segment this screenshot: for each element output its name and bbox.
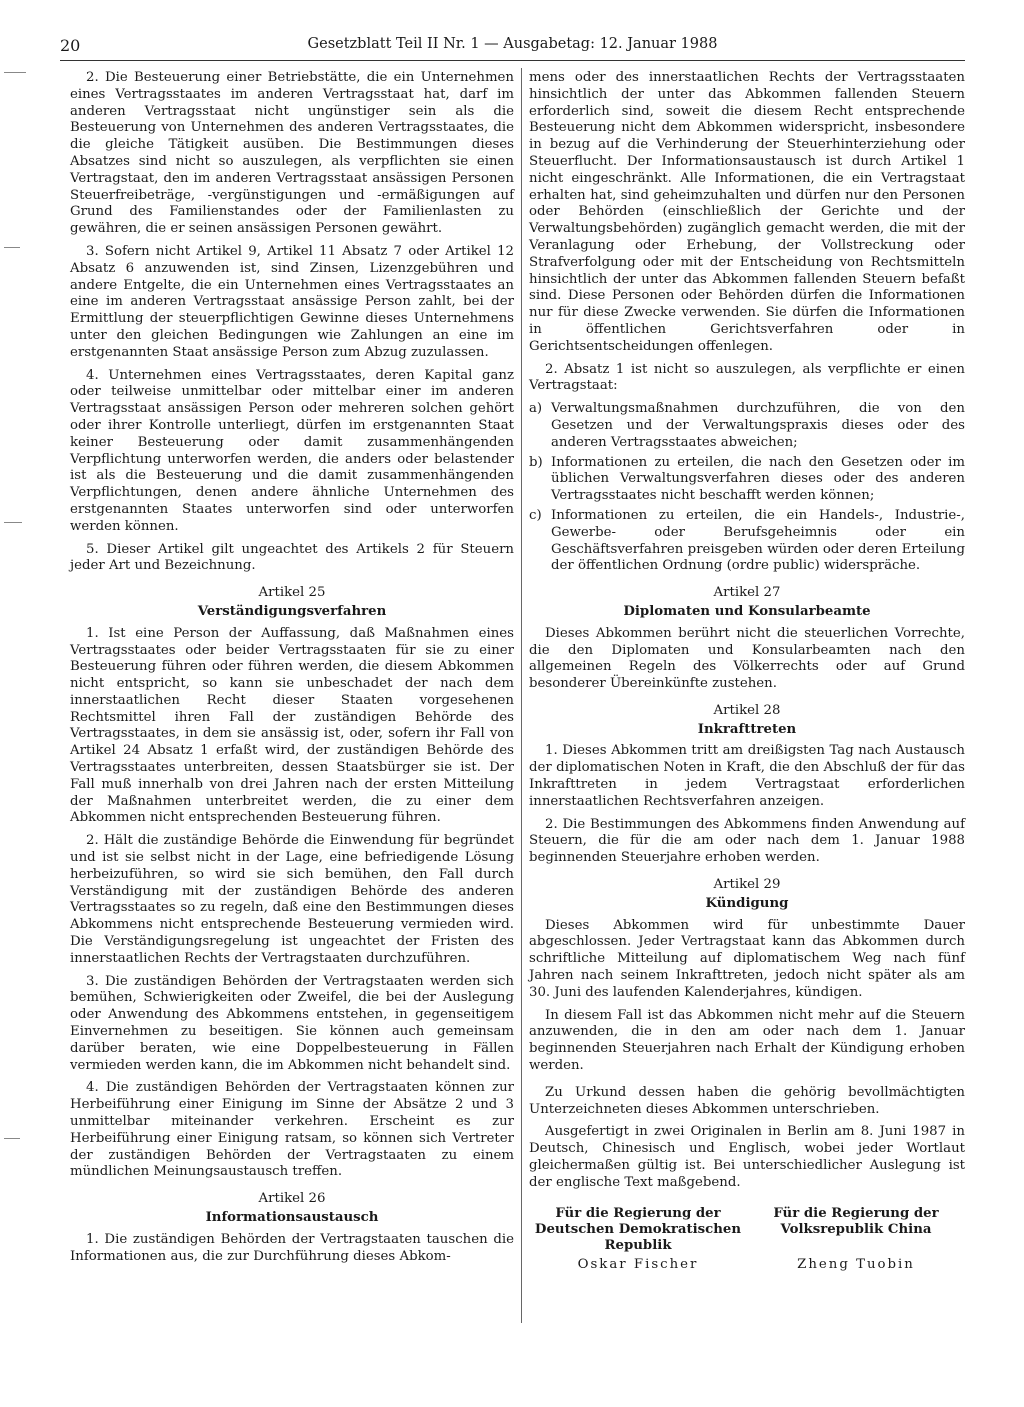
article-28-heading: Artikel 28 [713, 702, 781, 718]
article-29-title: Kündigung [705, 895, 789, 911]
art24-para-5: 5. Dieser Artikel gilt ungeachtet des Artikels 2 für Steuern jeder Art und Bezeichnung. [70, 541, 514, 574]
margin-mark [4, 522, 22, 523]
art24-para-2: 2. Die Besteuerung einer Betriebstätte, die ein Unternehmen eines Vertragsstaates im anderen Vertragsstaat hat, darf im anderen Vertragsstaat nicht ungünstiger sein als die Besteuerung von Unternehmen des anderen Vertragsstaates, die die gleiche Tätigkeit ausüben. Die Bestimmungen dieses Absatzes sind nicht so auszulegen, als verpflichten sie einen Vertragstaat, den im anderen Vertragsstaat ansässigen Personen Steuerfreibeträge, -vergünstigungen und -ermäßigungen auf Grund des Familienstandes oder der Familienlasten zu gewähren, die er seinen ansässigen Personen gewährt. [70, 70, 514, 237]
margin-mark [4, 72, 26, 73]
signatory-left: Oskar Fischer [577, 1256, 699, 1272]
art27-para-1: Dieses Abkommen berührt nicht die steuerlichen Vorrechte, die den Diplomaten und Konsularbeamten nach den allgemeinen Regeln des Völkerrechts oder auf Grund besonderer Übereinkünfte zustehen. [529, 625, 965, 692]
art24-para-4: 4. Unternehmen eines Vertragsstaates, deren Kapital ganz oder teilweise unmittelbar oder mittelbar einer im anderen Vertragsstaat ansässigen Person oder mehreren solchen gehört oder ihrer Kontrolle unterliegt, dürfen im erstgenannten Staat keiner Besteuerung oder damit zusammenhängenden Verpflichtung unterworfen werden, die anders oder belastender ist als die Besteuerung und die damit zusammenhängenden Verpflichtungen, denen andere ähnliche Unternehmen des erstgenannten Staates unterworfen sind oder unterworfen werden können. [70, 367, 514, 534]
signature-right [747, 1206, 965, 1274]
list-item-text: Verwaltungsmaßnahmen durchzuführen, die von den Gesetzen und der Verwaltungspraxis dieses oder des anderen Vertragsstaates abweichen; [551, 401, 965, 450]
closing-para-2: Ausgefertigt in zwei Originalen in Berlin am 8. Juni 1987 in Deutsch, Chinesisch und Englisch, wobei jeder Wortlaut gleichermaßen gültig ist. Bei unterschiedlicher Auslegung ist der englische Text maßgebend. [529, 1124, 965, 1190]
article-28-title: Inkrafttreten [697, 721, 797, 737]
art28-para-2: 2. Die Bestimmungen des Abkommens finden Anwendung auf Steuern, die für die am oder nach dem 1. Januar 1988 beginnenden Steuerjahre erhoben werden. [529, 816, 965, 866]
list-item-label: a) [529, 401, 543, 417]
art26-para-1-start: 1. Die zuständigen Behörden der Vertragstaaten tauschen die Informationen aus, die zur Durchführung dieses Abkom- [70, 1231, 514, 1264]
list-item [529, 455, 965, 505]
list-item-text: Informationen zu erteilen, die ein Handels-, Industrie-, Gewerbe- oder Berufsgeheimnis oder ein Geschäftsverfahren preisgeben würden oder deren Erteilung der öffentlichen Ordnung (ordre public) widerspräche. [551, 507, 965, 574]
right-column [529, 70, 965, 1273]
article-25-title: Verständigungsverfahren [197, 603, 387, 619]
art25-para-3: 3. Die zuständigen Behörden der Vertragstaaten werden sich bemühen, Schwierigkeiten oder Zweifel, die bei der Auslegung oder Anwendung des Abkommens entstehen, in gegenseitigem Einvernehmen zu beseitigen. Sie können auch gemeinsam darüber beraten, wie eine Doppelbesteuerung in Fällen vermieden werden kann, die im Abkommen nicht behandelt sind. [70, 973, 514, 1073]
art25-para-2: 2. Hält die zuständige Behörde die Einwendung für begründet und ist sie selbst nicht in der Lage, eine befriedigende Lösung herbeizuführen, so wird sie sich bemühen, den Fall durch Verständigung mit der zuständigen Behörde des anderen Vertragsstaates so zu regeln, daß eine den Bestimmungen dieses Abkommens nicht entsprechende Besteuerung vermieden wird. Die Verständigungsregelung ist ungeachtet der Fristen des innerstaatlichen Rechts der Vertragstaaten durchzuführen. [70, 833, 514, 966]
margin-mark [4, 247, 20, 248]
art24-para-3: 3. Sofern nicht Artikel 9, Artikel 11 Absatz 7 oder Artikel 12 Absatz 6 anzuwenden ist, sind Zinsen, Lizenzgebühren und andere Entgelte, die ein Unternehmen eines Vertragsstaates an eine im anderen Vertragsstaat ansässige Person zahlt, bei der Ermittlung der steuerpflichtigen Gewinne dieses Unternehmens unter den gleichen Bedingungen wie Zahlungen an eine im erstgenannten Staat ansässige Person zum Abzug zuzulassen. [70, 243, 514, 360]
margin-mark [4, 1138, 20, 1139]
left-column [70, 70, 514, 1271]
list-item [529, 508, 965, 575]
page-number: 20 [60, 36, 81, 55]
art29-para-2: In diesem Fall ist das Abkommen nicht mehr auf die Steuern anzuwenden, die in den am oder nach dem 1. Januar beginnenden Steuerjahren nach Erhalt der Kündigung erhoben werden. [529, 1007, 965, 1074]
art29-para-1: Dieses Abkommen wird für unbestimmte Dauer abgeschlossen. Jeder Vertragstaat kann das Abkommen durch schriftliche Mitteilung auf diplomatischem Weg nach fünf Jahren nach seinem Inkrafttreten, jedoch nicht später als am 30. Juni des laufenden Kalenderjahres, kündigen. [529, 917, 965, 1000]
art25-para-1: 1. Ist eine Person der Auffassung, daß Maßnahmen eines Vertragsstaates oder beider Vertragsstaaten für sie zu einer Besteuerung führen oder führen werden, die diesem Abkommen nicht entspricht, so kann sie unbeschadet der nach dem innerstaatlichen Recht dieser Staaten vorgesehenen Rechtsmittel ihren Fall der zuständigen Behörde des Vertragsstaates, in dem sie ansässig ist, oder, sofern ihr Fall von Artikel 24 Absatz 1 erfaßt wird, der zuständigen Behörde des Vertragsstaates unterbreiten, dessen Staatsbürger sie ist. Der Fall muß innerhalb von drei Jahren nach der ersten Mitteilung der Maßnahmen unterbreitet werden, die zu einer dem Abkommen nicht entsprechenden Besteuerung führen. [70, 625, 514, 826]
list-item-label: c) [529, 507, 542, 523]
signatory-right: Zheng Tuobin [797, 1256, 915, 1272]
signature-block [529, 1206, 965, 1274]
list-item-text: Informationen zu erteilen, die nach den Gesetzen oder im üblichen Verwaltungsverfahren dieses oder des anderen Vertragsstaates nicht beschafft werden können; [551, 454, 965, 504]
art25-para-4: 4. Die zuständigen Behörden der Vertragstaaten können zur Herbeiführung einer Einigung im Sinne der Absätze 2 und 3 unmittelbar miteinander verkehren. Erscheint es zur Herbeiführung einer Einigung ratsam, so können sich Vertreter der zuständigen Behörden der Vertragstaaten zu einem mündlichen Meinungsaustausch treffen. [70, 1080, 514, 1180]
list-item [529, 401, 965, 451]
article-26-heading: Artikel 26 [258, 1191, 326, 1207]
closing-para-1: Zu Urkund dessen haben die gehörig bevollmächtigten Unterzeichneten dieses Abkommen unterschrieben. [529, 1084, 965, 1117]
page-header-title: Gesetzblatt Teil II Nr. 1 — Ausgabetag: 12. Januar 1988 [307, 36, 718, 52]
page-header [60, 36, 965, 61]
article-27-title: Diplomaten und Konsularbeamte [623, 603, 871, 619]
art26-para-1-continued: mens oder des innerstaatlichen Rechts der Vertragsstaaten hinsichtlich der unter das Abkommen fallenden Steuern erforderlich sind, soweit die diesem Recht entsprechende Besteuerung nicht dem Abkommen widerspricht, insbesondere in bezug auf die Verhinderung der Steuerhinterziehung oder Steuerflucht. Der Informationsaustausch ist durch Artikel 1 nicht eingeschränkt. Alle Informationen, die ein Vertragstaat erhalten hat, sind geheimzuhalten und dürfen nur den Personen oder Behörden (einschließlich der Gerichte und der Verwaltungsbehörden) zugänglich gemacht werden, die mit der Veranlagung oder Erhebung, der Vollstreckung oder Strafverfolgung oder mit der Entscheidung von Rechtsmitteln hinsichtlich der unter das Abkommen fallenden Steuern befaßt sind. Diese Personen oder Behörden dürfen die Informationen nur für diese Zwecke verwenden. Sie dürfen die Informationen in öffentlichen Gerichtsverfahren oder in Gerichtsentscheidungen offenlegen. [529, 70, 965, 354]
signature-party-right: Für die Regierung der Volksrepublik China [773, 1205, 939, 1237]
art28-para-1: 1. Dieses Abkommen tritt am dreißigsten Tag nach Austausch der diplomatischen Noten in Kraft, die den Abschluß der für das Inkrafttreten in jedem Vertragstaat erforderlichen innerstaatlichen Rechtsverfahren anzeigen. [529, 743, 965, 809]
signature-party-left: Für die Regierung der Deutschen Demokratischen Republik [534, 1205, 742, 1253]
article-27-heading: Artikel 27 [713, 585, 781, 601]
article-25-heading: Artikel 25 [258, 585, 326, 601]
signature-left [529, 1206, 747, 1274]
article-26-title: Informationsaustausch [205, 1210, 379, 1225]
article-29-heading: Artikel 29 [713, 877, 781, 893]
column-divider [521, 68, 522, 1323]
art26-para-2: 2. Absatz 1 ist nicht so auszulegen, als verpflichte er einen Vertragstaat: [529, 361, 965, 394]
list-item-label: b) [529, 454, 543, 470]
